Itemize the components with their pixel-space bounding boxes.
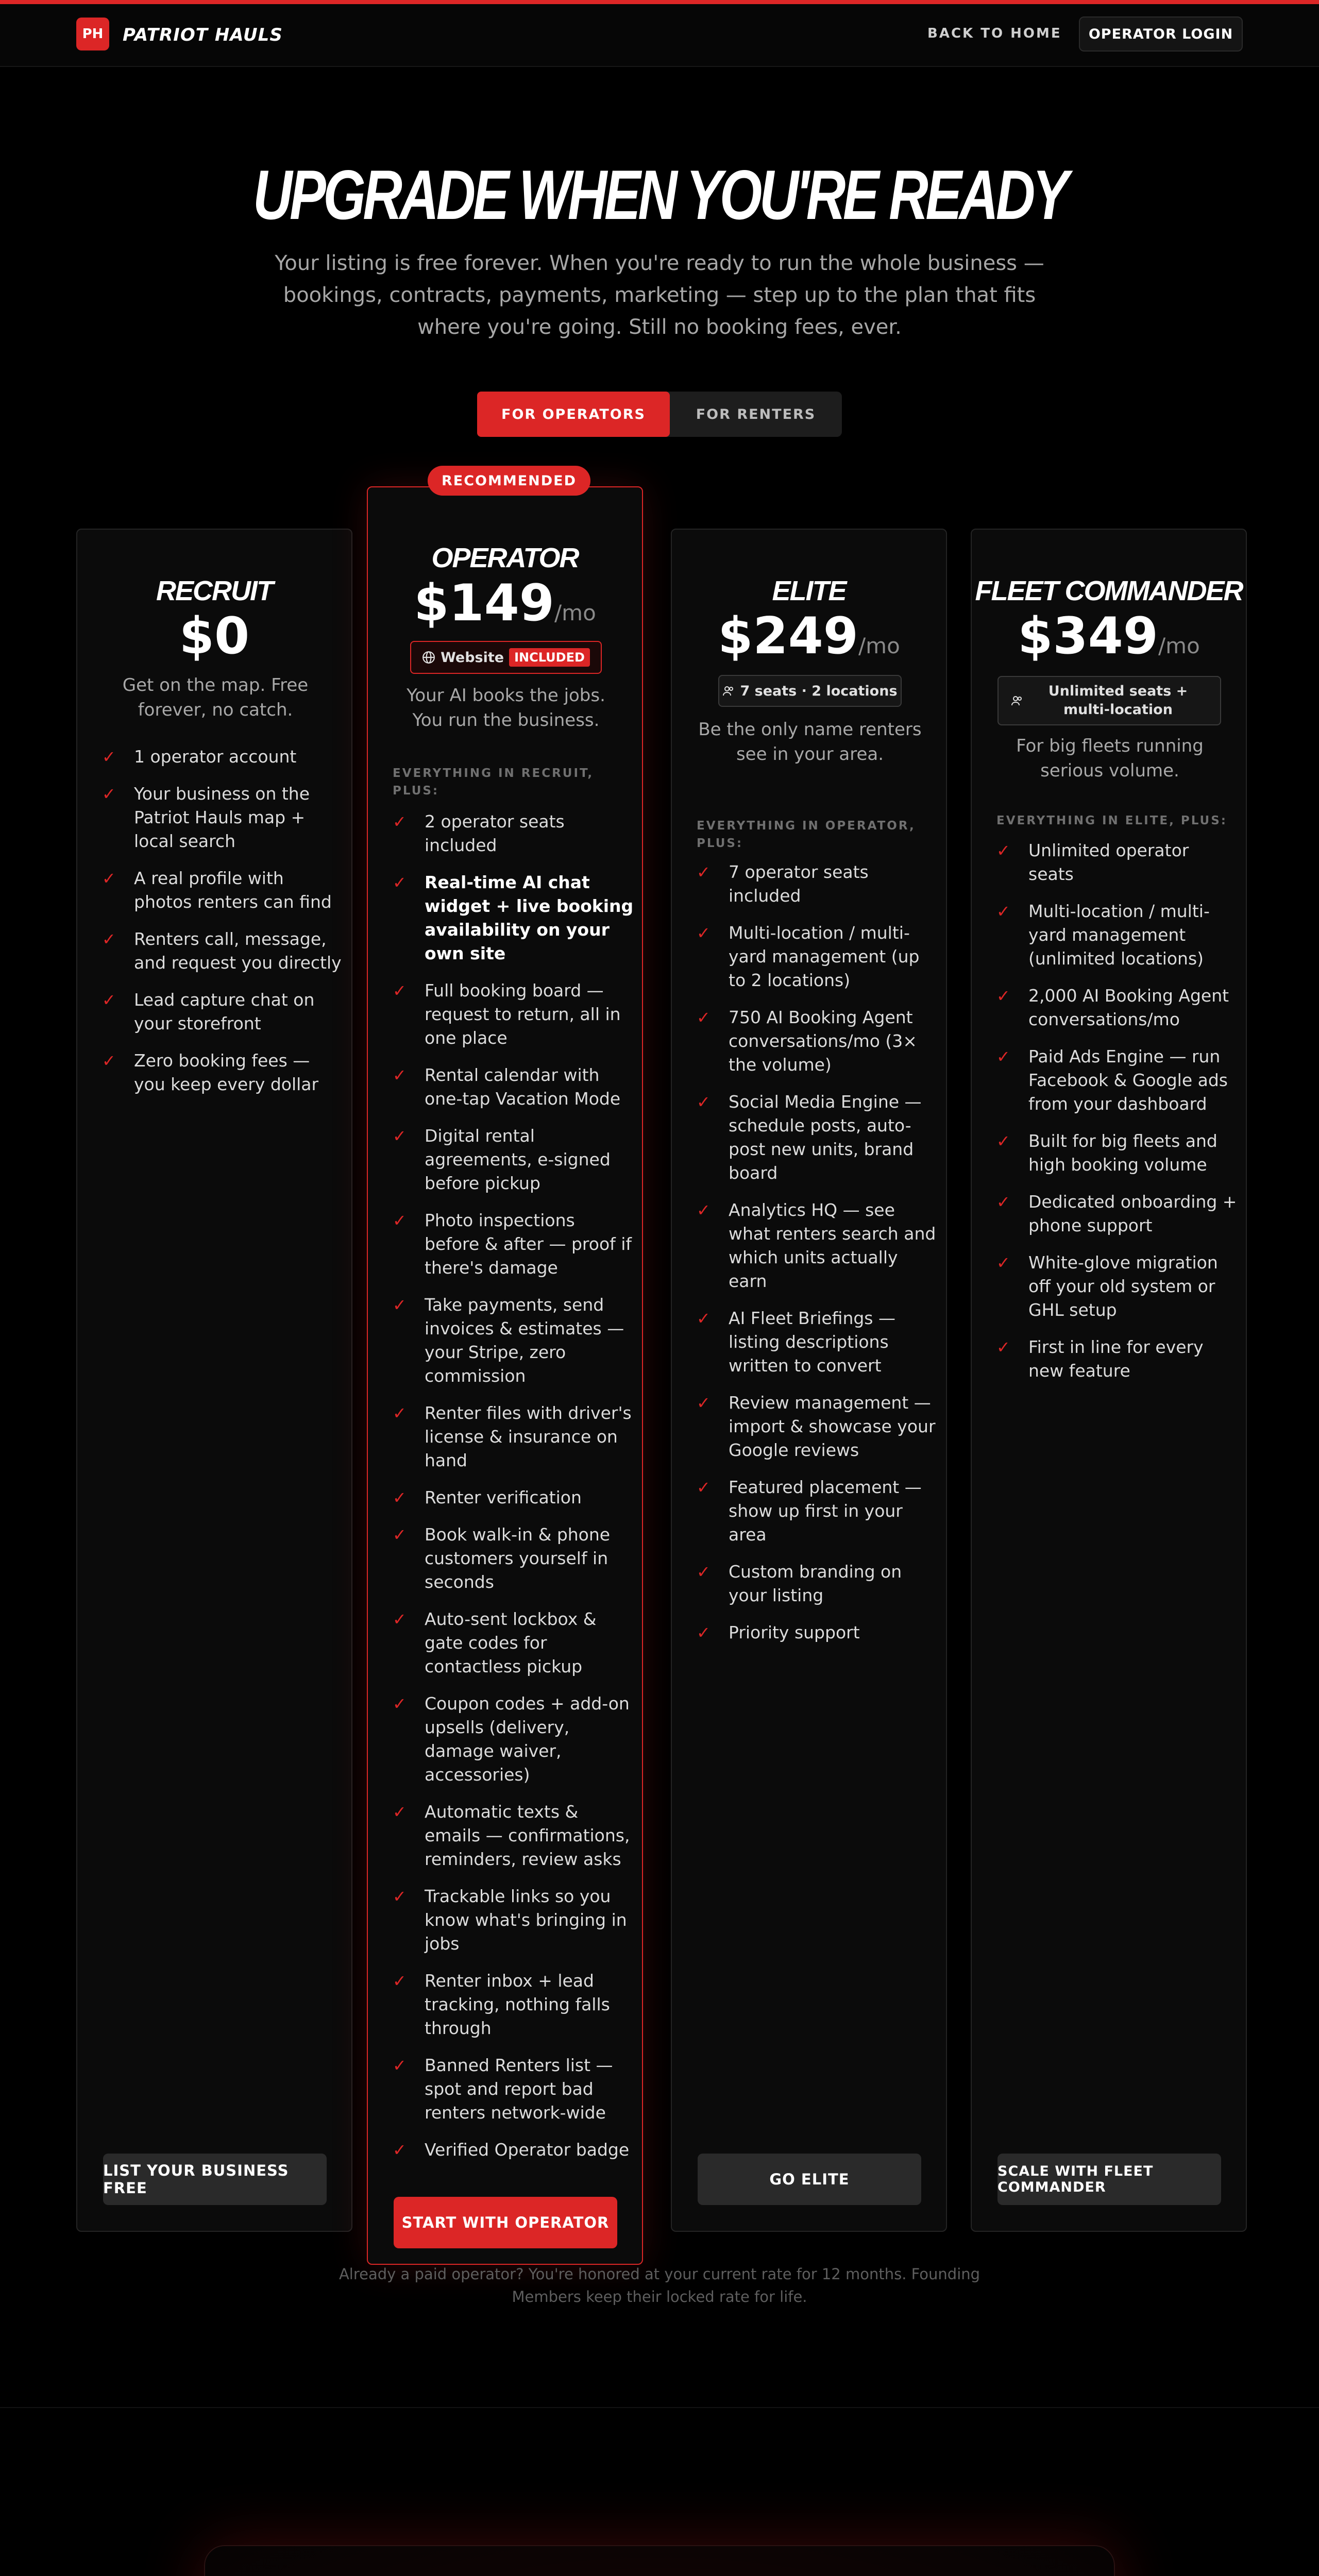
feature-text: Built for big fleets and high booking volume [1028,1131,1217,1175]
plan-price [972,607,1246,666]
price-amount: $349 [1018,607,1158,666]
feature-item [102,782,344,853]
go-elite-button[interactable]: GO ELITE [698,2154,921,2205]
feature-item [393,1885,635,1956]
feature-item [102,1049,344,1096]
feature-item [697,1198,939,1293]
feature-text: Analytics HQ — see what renters search and which units actually earn [729,1200,936,1291]
feature-item [393,2138,635,2162]
check-icon: ✓ [393,1971,407,1991]
tab-for-renters[interactable]: FOR RENTERS [696,406,816,422]
feature-item [102,867,344,914]
feature-item [393,2054,635,2125]
feature-text: Renter verification [425,1487,582,1507]
check-icon: ✓ [996,986,1010,1006]
check-icon: ✓ [697,1393,711,1413]
feature-item [996,1335,1239,1383]
pill-label: Website [441,649,504,666]
check-icon: ✓ [393,1065,407,1085]
globe-icon [422,651,435,664]
check-icon: ✓ [102,929,116,949]
feature-text: Social Media Engine — schedule posts, auto-post new units, brand board [729,1092,922,1183]
check-icon: ✓ [996,1047,1010,1066]
plan-price [672,607,946,666]
feature-item [393,1209,635,1280]
check-icon: ✓ [697,862,711,882]
included-tag: INCLUDED [509,648,590,667]
check-icon: ✓ [393,2140,407,2160]
feature-list [697,860,939,1658]
feature-text: Take payments, send invoices & estimates — your Stripe, zero commission [425,1295,624,1386]
feature-text: Full booking board — request to return, all in one place [425,980,621,1048]
feature-text: 1 operator account [134,747,297,767]
everything-in-label: EVERYTHING IN ELITE, PLUS: [996,814,1227,827]
feature-item [393,1969,635,2040]
check-icon: ✓ [102,990,116,1010]
feature-text: Review management — import & showcase your Google reviews [729,1393,936,1460]
feature-text: Banned Renters list — spot and report bad renters network-wide [425,2055,613,2123]
feature-item [697,1476,939,1547]
check-icon: ✓ [393,1694,407,1714]
check-icon: ✓ [393,873,407,892]
feature-item [697,1560,939,1607]
everything-in-label: EVERYTHING IN RECRUIT, PLUS: [393,767,594,798]
feature-text: 7 operator seats included [729,862,869,906]
feature-text: Trackable links so you know what's bringing in jobs [425,1886,627,1954]
plan-name: OPERATOR [431,543,579,573]
check-icon: ✓ [697,1309,711,1328]
feature-text: Paid Ads Engine — run Facebook & Google ads from your dashboard [1028,1046,1228,1114]
feature-item [996,900,1239,971]
audience-toggle [477,392,842,437]
feature-item [996,1190,1239,1238]
price-period: /mo [1158,633,1200,658]
check-icon: ✓ [697,1008,711,1027]
feature-item [697,860,939,908]
hero-title: UPGRADE WHEN YOU'RE READY [252,156,1067,234]
check-icon: ✓ [393,1488,407,1507]
plan-name: ELITE [772,575,846,606]
plan-description: For big fleets running serious volume. [1016,736,1204,781]
feature-item [996,984,1239,1031]
feature-item [996,1251,1239,1322]
feature-text: Verified Operator badge [425,2140,630,2160]
check-icon: ✓ [393,1802,407,1822]
feature-item [697,1006,939,1077]
plan-description: Be the only name renters see in your area. [698,719,922,765]
feature-item [393,979,635,1050]
price-period: /mo [554,600,596,625]
price-period: /mo [858,633,900,658]
everything-in-label: EVERYTHING IN OPERATOR, PLUS: [697,819,916,850]
feature-item [393,1486,635,1510]
top-accent-bar [0,0,1319,4]
feature-text: Renters call, message, and request you directly [134,929,342,973]
website-included-pill [410,641,602,674]
check-icon: ✓ [393,981,407,1001]
plan-card-elite [671,529,947,2232]
feature-text: Photo inspections before & after — proof if there's damage [425,1210,632,1278]
site-header [0,4,1319,67]
check-icon: ✓ [102,784,116,804]
feature-text: Zero booking fees — you keep every dollar [134,1050,319,1094]
feature-text: Automatic texts & emails — confirmations, reminders, review asks [425,1802,630,1869]
plan-price [368,574,642,633]
feature-text: Rental calendar with one-tap Vacation Mode [425,1065,621,1109]
section-divider [0,2407,1319,2408]
check-icon: ✓ [393,1609,407,1629]
check-icon: ✓ [996,1337,1010,1357]
check-icon: ✓ [697,1478,711,1497]
feature-list [102,745,344,1110]
plan-name: FLEET COMMANDER [975,575,1243,606]
feature-text: Your business on the Patriot Hauls map + local search [134,784,310,851]
feature-text: Auto-sent lockbox & gate codes for contactless pickup [425,1609,597,1676]
plan-card-recruit [76,529,352,2232]
check-icon: ✓ [393,1295,407,1315]
what-this-is-not-panel [204,2545,1115,2576]
pill-label: Unlimited seats + multi-location [1048,683,1188,718]
feature-item [393,871,635,965]
feature-item [393,1523,635,1594]
feature-text: Renter inbox + lead tracking, nothing falls through [425,1971,610,2038]
rate-lock-note: Already a paid operator? You're honored at your current rate for 12 months. Founding Members keep their locked rate for life. [339,2265,980,2306]
feature-item [393,1063,635,1111]
feature-list [393,810,635,2175]
check-icon: ✓ [697,1092,711,1112]
check-icon: ✓ [996,1131,1010,1151]
feature-text: Lead capture chat on your storefront [134,990,315,1033]
check-icon: ✓ [393,2056,407,2075]
hero-subtitle: Your listing is free forever. When you're ready to run the whole business — bookings, contracts, payments, marketing — step up to the plan that fits where you're going. Still no booking fees, ever. [275,251,1044,339]
feature-item [393,1692,635,1787]
feature-text: Multi-location / multi-yard management (up to 2 locations) [729,923,920,990]
check-icon: ✓ [996,902,1010,921]
feature-text: Multi-location / multi-yard management (unlimited locations) [1028,901,1210,969]
check-icon: ✓ [393,1126,407,1146]
list-business-free-button[interactable]: LIST YOUR BUSINESS FREE [103,2154,327,2205]
plan-name: RECRUIT [156,575,273,606]
feature-item [393,1401,635,1472]
feature-item [102,927,344,975]
plan-description: Get on the map. Free forever, no catch. [122,675,309,720]
seats-locations-pill [718,675,902,707]
recommended-badge: RECOMMENDED [428,466,590,496]
feature-item [697,1090,939,1185]
feature-item [102,988,344,1036]
feature-text: Priority support [729,1622,860,1642]
check-icon: ✓ [102,869,116,888]
check-icon: ✓ [102,747,116,767]
tab-for-operators[interactable]: FOR OPERATORS [477,392,670,437]
plan-price [77,607,351,666]
feature-text: Digital rental agreements, e-signed before pickup [425,1126,611,1193]
start-with-operator-button[interactable]: START WITH OPERATOR [394,2197,617,2248]
users-icon [1011,694,1023,707]
feature-text: Custom branding on your listing [729,1562,902,1605]
users-icon [722,685,735,697]
feature-item [393,1607,635,1679]
check-icon: ✓ [697,923,711,943]
check-icon: ✓ [393,1211,407,1230]
check-icon: ✓ [393,812,407,832]
feature-text: A real profile with photos renters can find [134,868,332,912]
check-icon: ✓ [393,1525,407,1545]
check-icon: ✓ [393,1887,407,1906]
feature-item [697,921,939,992]
feature-text: Real-time AI chat widget + live booking availability on your own site [425,872,634,963]
feature-item [996,1045,1239,1116]
back-to-home-link[interactable]: BACK TO HOME [927,26,1062,41]
feature-item [996,839,1239,886]
feature-text: Book walk-in & phone customers yourself in seconds [425,1524,611,1592]
operator-login-button[interactable]: OPERATOR LOGIN [1079,16,1243,52]
brand-name[interactable]: PATRIOT HAULS [123,25,283,45]
feature-text: White-glove migration off your old system or GHL setup [1028,1252,1218,1320]
logo-icon[interactable]: PH [76,18,109,50]
price-amount: $0 [179,607,250,666]
check-icon: ✓ [996,1253,1010,1273]
check-icon: ✓ [996,841,1010,860]
unlimited-seats-pill [997,676,1221,725]
check-icon: ✓ [697,1200,711,1220]
check-icon: ✓ [697,1623,711,1642]
feature-text: AI Fleet Briefings — listing descriptions written to convert [729,1308,895,1376]
feature-item [697,1621,939,1645]
feature-item [393,1293,635,1388]
feature-text: Unlimited operator seats [1028,840,1189,884]
feature-item [697,1391,939,1462]
feature-text: 2 operator seats included [425,811,565,855]
feature-text: Renter files with driver's license & insurance on hand [425,1403,632,1470]
feature-text: First in line for every new feature [1028,1337,1204,1381]
feature-text: Dedicated onboarding + phone support [1028,1192,1237,1235]
check-icon: ✓ [393,1403,407,1423]
price-amount: $249 [718,607,858,666]
check-icon: ✓ [697,1562,711,1582]
plan-description: Your AI books the jobs. You run the business. [407,685,605,731]
scale-with-fleet-commander-button[interactable]: SCALE WITH FLEET COMMANDER [997,2154,1221,2205]
feature-list [996,839,1239,1396]
price-amount: $149 [414,574,554,633]
check-icon: ✓ [102,1051,116,1071]
pill-label: 7 seats · 2 locations [740,683,898,699]
feature-text: Featured placement — show up first in your area [729,1477,922,1545]
feature-item [996,1129,1239,1177]
check-icon: ✓ [996,1192,1010,1212]
feature-text: 750 AI Booking Agent conversations/mo (3× the volume) [729,1007,917,1075]
feature-text: Coupon codes + add-on upsells (delivery, damage waiver, accessories) [425,1693,630,1785]
feature-item [102,745,344,769]
feature-item [697,1307,939,1378]
plan-card-fleet-commander [971,529,1247,2232]
plan-card-operator [367,486,643,2265]
feature-item [393,810,635,857]
feature-text: 2,000 AI Booking Agent conversations/mo [1028,986,1229,1029]
feature-item [393,1800,635,1871]
feature-item [393,1124,635,1195]
